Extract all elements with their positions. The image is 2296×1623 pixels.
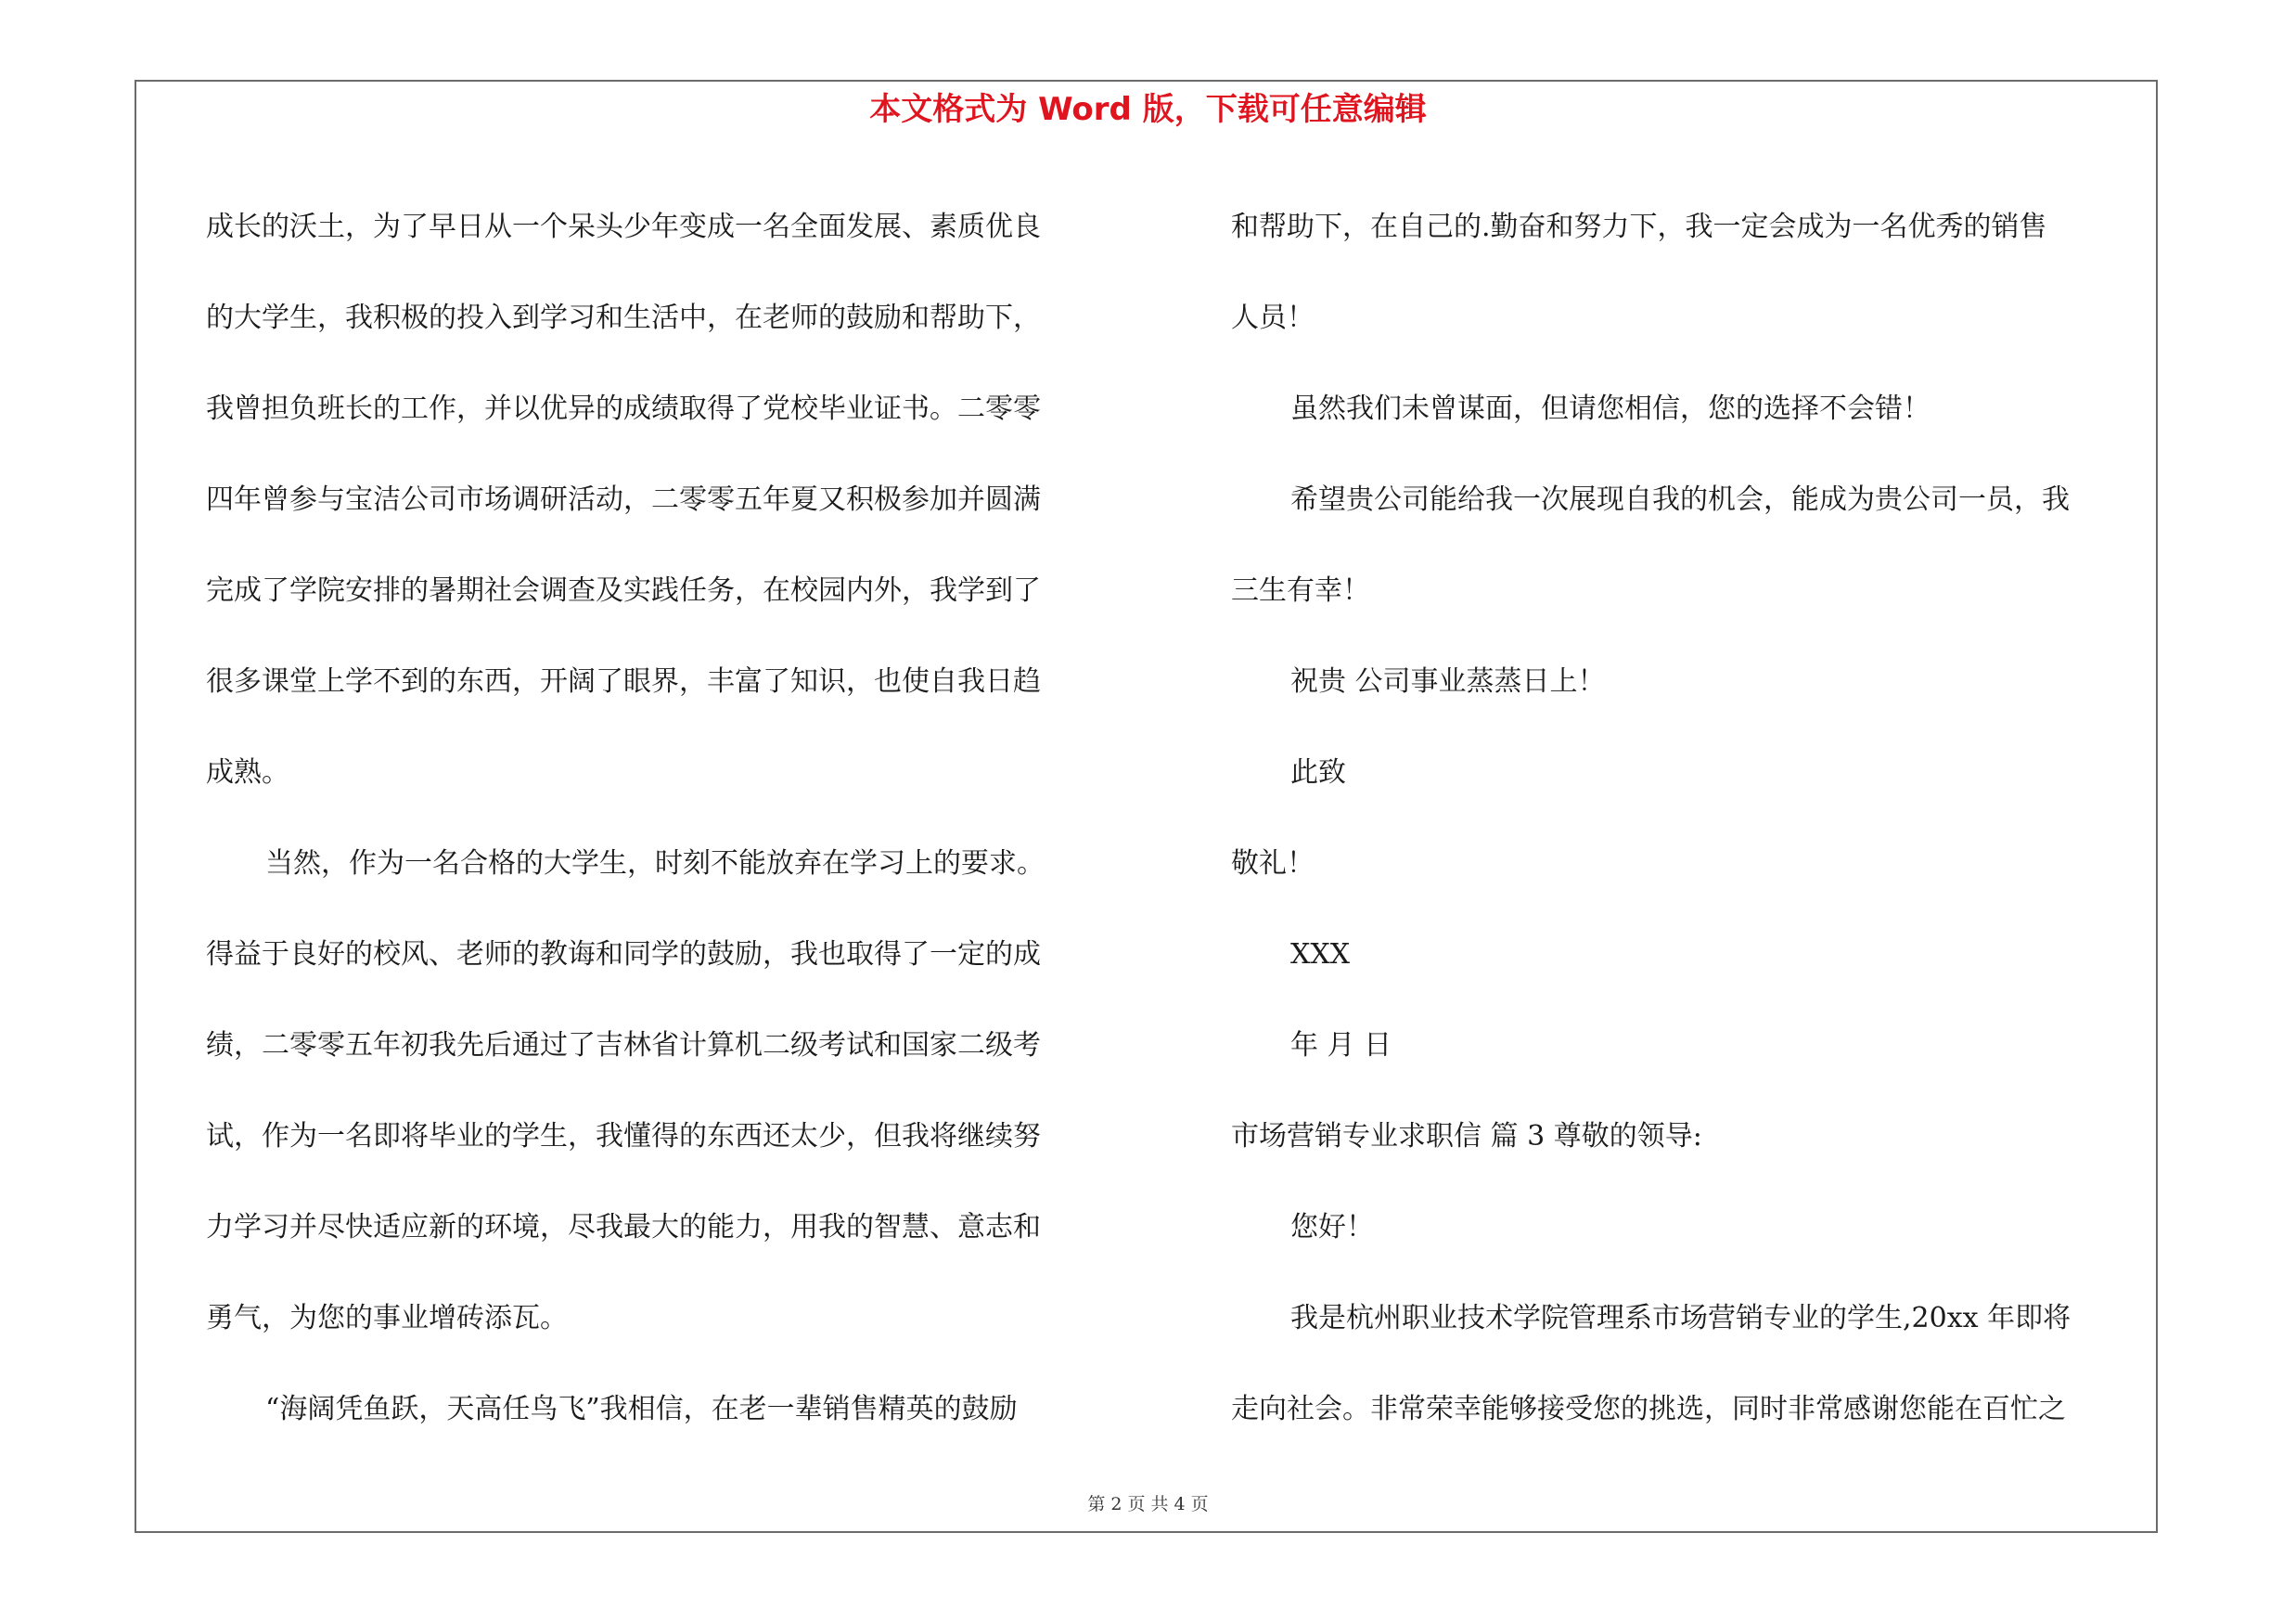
salutation-line: 敬礼！: [1231, 847, 1315, 880]
text-line: 我曾担负班长的工作，并以优异的成绩取得了党校毕业证书。二零零: [206, 393, 1041, 425]
text-line: 我是杭州职业技术学院管理系市场营销专业的学生,20xx 年即将: [1290, 1302, 2072, 1334]
text-line: 力学习并尽快适应新的环境，尽我最大的能力，用我的智慧、意志和: [206, 1211, 1041, 1243]
text-line: 得益于良好的校风、老师的教诲和同学的鼓励，我也取得了一定的成: [206, 938, 1041, 971]
text-line: 希望贵公司能给我一次展现自我的机会，能成为贵公司一员，我: [1290, 483, 2070, 516]
text-line: 绩，二零零五年初我先后通过了吉林省计算机二级考试和国家二级考: [206, 1029, 1041, 1062]
text-line: 成熟。: [206, 756, 289, 789]
date-line: 年 月 日: [1290, 1029, 1392, 1062]
text-line: 试，作为一名即将毕业的学生，我懂得的东西还太少，但我将继续努: [206, 1120, 1041, 1153]
text-line: 和帮助下，在自己的.勤奋和努力下，我一定会成为一名优秀的销售: [1231, 211, 2047, 243]
text-line: 的大学生，我积极的投入到学习和生活中，在老师的鼓励和帮助下，: [206, 302, 1041, 334]
text-line: 勇气，为您的事业增砖添瓦。: [206, 1302, 568, 1334]
greeting-line: 您好！: [1290, 1211, 1374, 1243]
text-line: 四年曾参与宝洁公司市场调研活动，二零零五年夏又积极参加并圆满: [206, 483, 1041, 516]
page-number: 第 2 页 共 4 页: [1087, 1494, 1209, 1514]
text-line: 三生有幸！: [1231, 574, 1370, 607]
right-column: [1231, 182, 2159, 1455]
text-line: 完成了学院安排的暑期社会调查及实践任务，在校园内外，我学到了: [206, 574, 1041, 607]
section-heading: 市场营销专业求职信 篇 3 尊敬的领导:: [1231, 1120, 1702, 1153]
text-line: 成长的沃土，为了早日从一个呆头少年变成一名全面发展、素质优良: [206, 211, 1041, 243]
signature-line: XXX: [1290, 938, 1351, 971]
text-line: 很多课堂上学不到的东西，开阔了眼界，丰富了知识，也使自我日趋: [206, 665, 1041, 698]
text-line: 虽然我们未曾谋面，但请您相信，您的选择不会错！: [1290, 393, 1930, 425]
text-line: “海阔凭鱼跃，天高任鸟飞”我相信，在老一辈销售精英的鼓励: [265, 1393, 1018, 1425]
closing-line: 此致: [1290, 756, 1346, 789]
text-line: 祝贵 公司事业蒸蒸日上！: [1290, 665, 1606, 698]
text-line: 人员！: [1231, 302, 1315, 334]
text-line: 走向社会。非常荣幸能够接受您的挑选，同时非常感谢您能在百忙之: [1231, 1393, 2066, 1425]
format-banner: 本文格式为 Word 版，下载可任意编辑: [869, 91, 1427, 128]
text-line: 当然，作为一名合格的大学生，时刻不能放弃在学习上的要求。: [265, 847, 1045, 880]
left-column: [206, 182, 1143, 1455]
